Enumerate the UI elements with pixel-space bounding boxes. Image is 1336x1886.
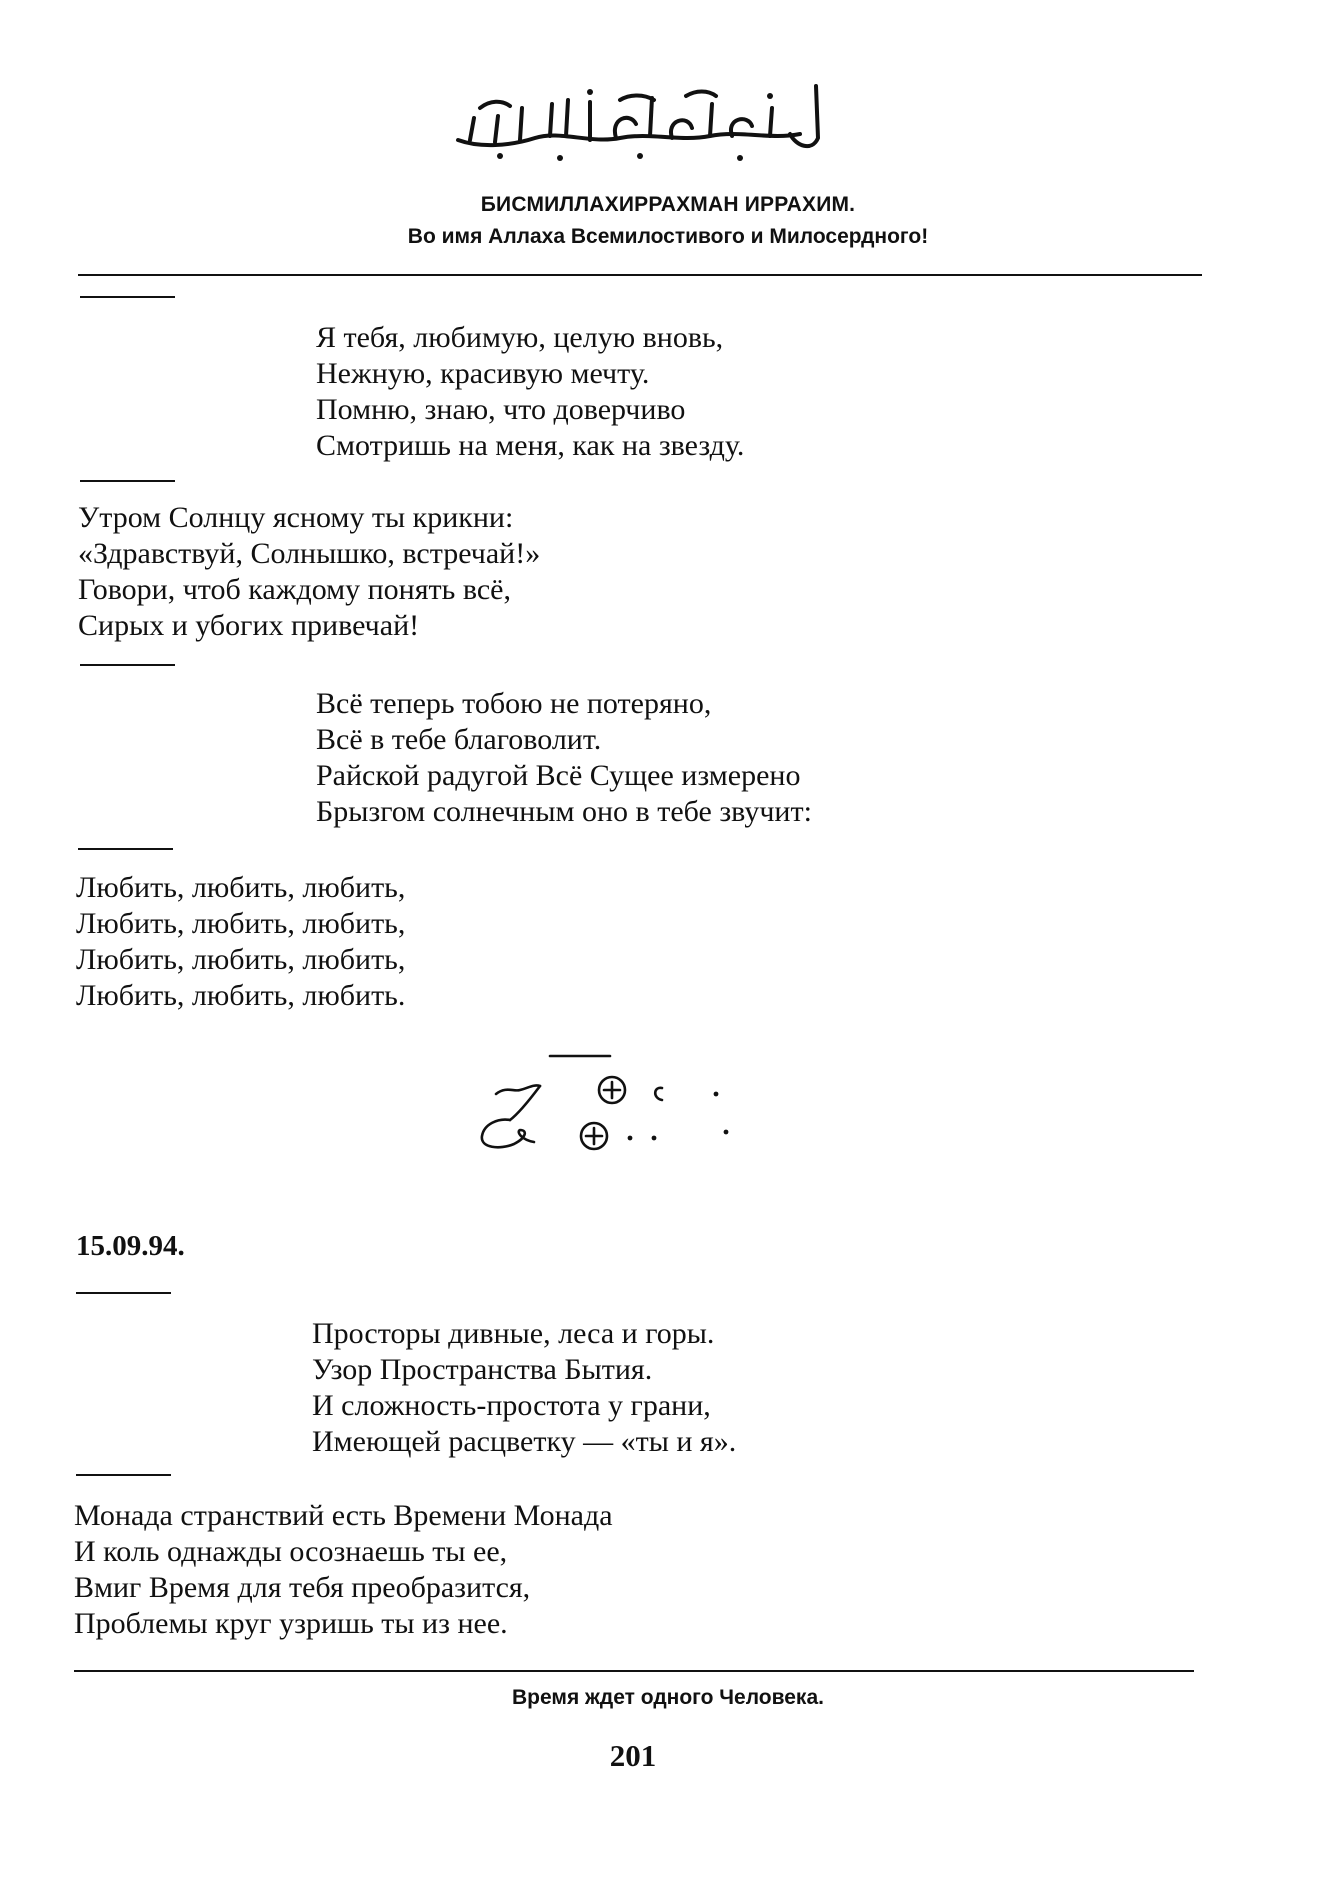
poem-line: Любить, любить, любить, [76, 871, 406, 904]
header-subtitle: Во имя Аллаха Всемилостивого и Милосердного! [407, 225, 929, 248]
poem-line: Райской радугой Всё Сущее измерено [316, 759, 801, 792]
stanza [312, 1316, 736, 1460]
poem-line: Любить, любить, любить, [76, 907, 406, 940]
poem-line: Брызгом солнечным оно в тебе звучит: [316, 795, 812, 828]
stanza-divider [76, 1474, 171, 1476]
poem-line: Монада странствий есть Времени Монада [74, 1499, 613, 1532]
header-rule [78, 274, 1202, 276]
poem-line: Вмиг Время для тебя преобразится, [74, 1571, 531, 1604]
poem-line: Проблемы круг узришь ты из нее. [74, 1607, 508, 1640]
stanza [76, 870, 405, 1014]
poem-line: И сложность-простота у грани, [312, 1389, 711, 1422]
poem-line: Всё теперь тобою не потеряно, [316, 687, 712, 720]
stanza-divider [80, 296, 175, 298]
poem-line: Помню, знаю, что доверчиво [316, 393, 686, 426]
poem-line: «Здравствуй, Солнышко, встречай!» [78, 537, 541, 570]
stanza [316, 320, 744, 464]
poem-line: Просторы дивные, леса и горы. [312, 1317, 715, 1350]
stanza [78, 500, 540, 644]
poem-line: Любить, любить, любить. [76, 979, 406, 1012]
poem-line: Имеющей расцветку — «ты и я». [312, 1425, 737, 1458]
stanza [74, 1498, 613, 1642]
stanza-divider [78, 848, 173, 850]
poem-line: Утром Солнцу ясному ты крикни: [78, 501, 514, 534]
stanza-divider [80, 664, 175, 666]
page-number: 201 [609, 1738, 657, 1773]
stanza [316, 686, 812, 830]
footer-note: Время ждет одного Человека. [512, 1686, 824, 1709]
poem-line: Говори, чтоб каждому понять всё, [78, 573, 511, 606]
poem-line: Любить, любить, любить, [76, 943, 406, 976]
poem-line: Смотришь на меня, как на звезду. [316, 429, 745, 462]
poem-line: И коль однажды осознаешь ты ее, [74, 1535, 508, 1568]
poem-line: Всё в тебе благоволит. [316, 723, 602, 756]
bismillah-calligraphy [440, 78, 830, 178]
poem-line: Сирых и убогих привечай! [78, 609, 420, 642]
handwritten-signature [470, 1050, 750, 1170]
footer-rule [74, 1670, 1194, 1672]
stanza-divider [80, 480, 175, 482]
stanza-divider [76, 1292, 171, 1294]
header-title: БИСМИЛЛАХИРРАХМАН ИРРАХИМ. [480, 193, 856, 216]
poem-line: Я тебя, любимую, целую вновь, [316, 321, 724, 354]
poem-line: Узор Пространства Бытия. [312, 1353, 653, 1386]
date-heading: 15.09.94. [76, 1230, 185, 1262]
poem-line: Нежную, красивую мечту. [316, 357, 650, 390]
